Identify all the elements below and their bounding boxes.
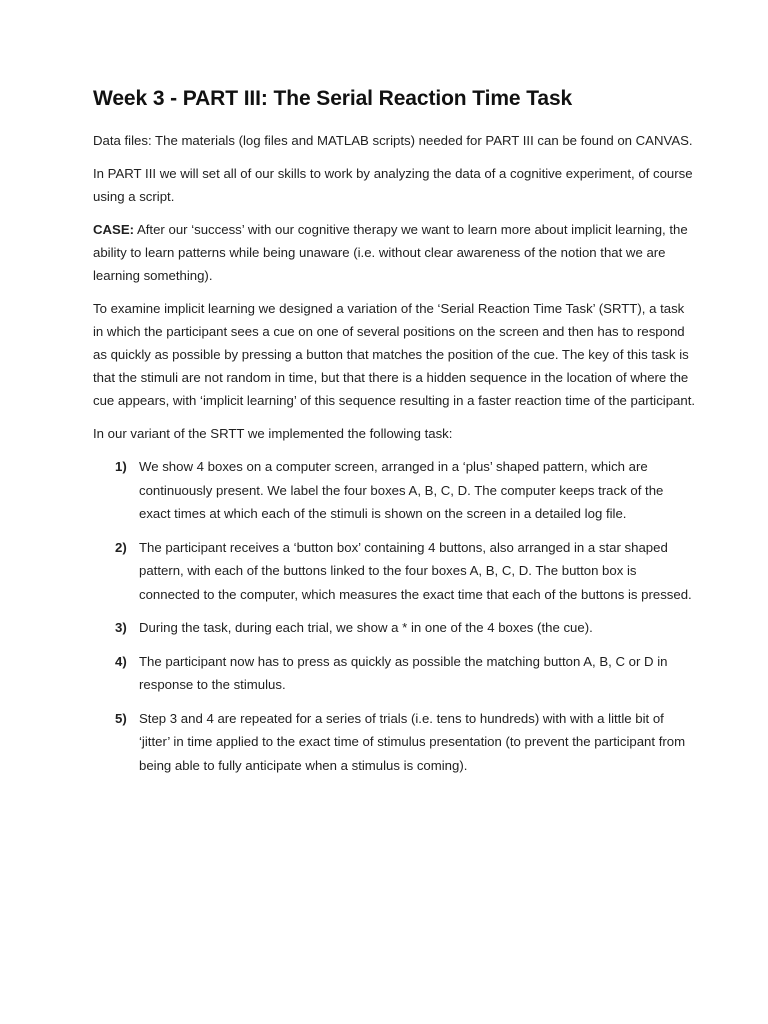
data-files-paragraph: Data files: The materials (log files and MATLAB scripts) needed for PART III can be found on CANVAS. xyxy=(93,133,693,149)
step-text: Step 3 and 4 are repeated for a series of trials (i.e. tens to hundreds) with with a little bit of ‘jitter’ in time applied to the exact time of stimulus presentation (to prevent the participant from being able to fully anticipate when a stimulus is coming). xyxy=(139,710,686,773)
case-text: After our ‘success’ with our cognitive therapy we want to learn more about implicit learning, the ability to learn patterns while being unaware (i.e. without clear awareness of the notion that we are learning something). xyxy=(93,222,688,284)
step-number: 4) xyxy=(115,653,127,669)
intro-paragraph: In PART III we will set all of our skills to work by analyzing the data of a cognitive experiment, of course using a script. xyxy=(93,166,693,205)
step-text: The participant now has to press as quickly as possible the matching button A, B, C or D in response to the stimulus. xyxy=(139,653,668,693)
step-number: 5) xyxy=(115,710,127,726)
srtt-paragraph: To examine implicit learning we designed a variation of the ‘Serial Reaction Time Task’ (SRTT), a task in which the participant sees a cue on one of several positions on the screen and then has to respond as quickly as possible by pressing a button that matches the position of the cue. The key of this task is that the stimuli are not random in time, but that there is a hidden sequence in the location of where the cue appears, with ‘implicit learning’ of this sequence resulting in a faster reaction time of the participant. xyxy=(93,301,696,409)
step-number: 1) xyxy=(115,459,127,475)
step-number: 3) xyxy=(115,620,127,636)
list-item xyxy=(93,650,698,697)
case-label: CASE: xyxy=(93,222,135,238)
task-steps-list xyxy=(93,455,698,777)
list-item xyxy=(93,616,698,640)
step-text: We show 4 boxes on a computer screen, arranged in a ‘plus’ shaped pattern, which are continuously present. We label the four boxes A, B, C, D. The computer keeps track of the exact times at which each of the stimuli is shown on the screen in a detailed log file. xyxy=(139,459,664,522)
step-text: The participant receives a ‘button box’ containing 4 buttons, also arranged in a star shaped pattern, with each of the buttons linked to the four boxes A, B, C, D. The button box is connected to the computer, which measures the exact time that each of the buttons is pressed. xyxy=(139,539,692,602)
list-item xyxy=(93,707,698,778)
variant-paragraph: In our variant of the SRTT we implemented the following task: xyxy=(93,426,453,442)
step-text: During the task, during each trial, we show a * in one of the 4 boxes (the cue). xyxy=(139,620,593,636)
step-number: 2) xyxy=(115,539,127,555)
case-paragraph xyxy=(93,218,698,287)
list-item xyxy=(93,455,698,526)
page-title: Week 3 - PART III: The Serial Reaction Time Task xyxy=(93,87,573,110)
list-item xyxy=(93,536,698,607)
